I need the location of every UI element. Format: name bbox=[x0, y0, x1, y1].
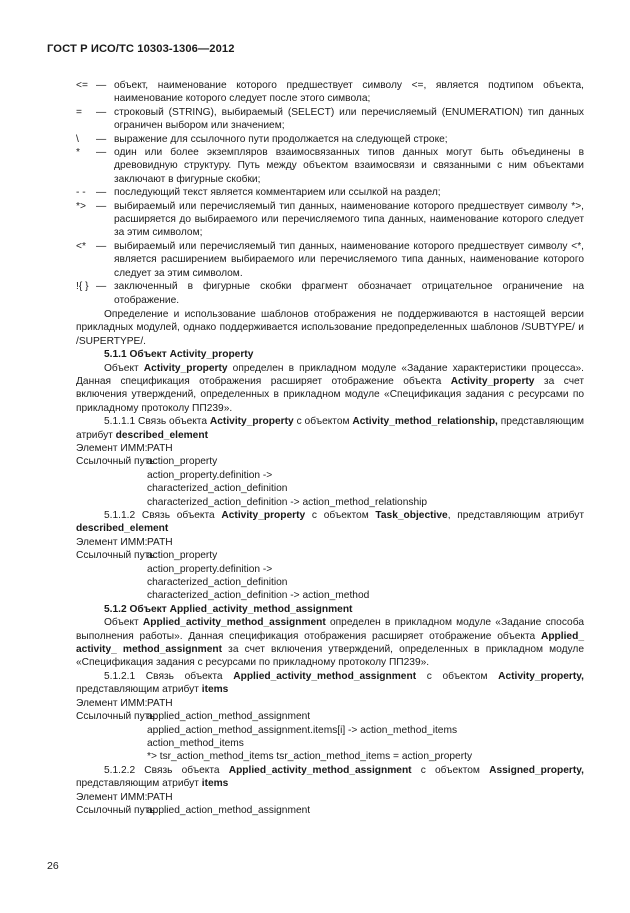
text-run: Объект bbox=[104, 617, 143, 629]
text-run: с объектом bbox=[416, 670, 499, 682]
text-run: с объектом bbox=[293, 416, 353, 428]
text-run: с объектом bbox=[411, 764, 490, 776]
text-run: представляющим атрибут bbox=[76, 684, 202, 696]
definition-dash: — bbox=[96, 200, 107, 212]
path-line: action_property.definition -> bbox=[147, 563, 273, 575]
definition-text: выбираемый или перечисляемый тип данных, наименование которого предшествует символу <*, является расширением выбираемого или перечисляемого типа данных, наименование которого следует за этим символом. bbox=[114, 240, 584, 279]
path-line: characterized_action_definition -> action_method_relationship bbox=[147, 496, 428, 508]
definition-text: последующий текст является комментарием или ссылкой на раздел; bbox=[114, 187, 441, 199]
entity-name: Activity_property bbox=[221, 510, 306, 521]
definition-text: один или более экземпляров взаимосвязанных типов данных могут быть объединены в древовидную структуру. Путь между объектом взаимосвязи и связанными с ним объектами заключают в фигурные скобки; bbox=[114, 147, 584, 185]
text-run: 5.1.1.2 Связь объекта bbox=[104, 510, 222, 521]
definition-text: заключенный в фигурные скобки фрагмент обозначает отрицательное ограничение на отображение. bbox=[114, 281, 584, 306]
definition-item bbox=[76, 106, 584, 133]
entity-name: Applied_activity_method_assignment bbox=[233, 670, 417, 682]
text-run: 5.1.2.2 Связь объекта bbox=[104, 764, 229, 776]
subsection-5-1-1-1 bbox=[76, 415, 584, 442]
path-line: characterized_action_definition bbox=[147, 483, 288, 495]
entity-name: Activity_method_relationship, bbox=[352, 416, 498, 428]
definition-dash: — bbox=[96, 80, 107, 91]
entity-name: Activity_property, bbox=[498, 670, 584, 682]
path-line: applied_action_method_assignment bbox=[147, 711, 311, 723]
definition-text: строковый (STRING), выбираемый (SELECT) или перечисляемый (ENUMERATION) тип данных ограничен выбором или значением; bbox=[114, 106, 584, 132]
path-line: characterized_action_definition -> action_method bbox=[147, 590, 370, 602]
definition-dash: — bbox=[96, 240, 107, 252]
section-heading-5-1-1: 5.1.1 Объект Activity_property bbox=[104, 349, 254, 361]
mim-element-label: Элемент ИММ: bbox=[76, 791, 148, 803]
path-line: action_property.definition -> bbox=[147, 469, 273, 481]
mim-element-value: PATH bbox=[147, 536, 173, 548]
entity-name: Applied_activity_method_assignment bbox=[142, 617, 326, 629]
reference-path-row bbox=[76, 549, 584, 562]
attribute-name: described_element bbox=[76, 523, 169, 535]
text-run: 5.1.1.1 Связь объекта bbox=[104, 416, 210, 428]
attribute-name: described_element bbox=[115, 429, 208, 441]
reference-path-row bbox=[76, 710, 584, 723]
mim-element-label: Элемент ИММ: bbox=[76, 442, 148, 454]
mim-element-row bbox=[76, 442, 584, 455]
definition-dash: — bbox=[96, 281, 107, 293]
definition-symbol: !{ } bbox=[76, 281, 89, 293]
intro-paragraph: Определение и использование шаблонов отображения не поддерживаются в настоящей версии прикладных модулей, однако поддерживается использование предопределенных шаблонов /SUBTYPE/ и /SUPERTYPE/. bbox=[76, 308, 584, 347]
text-run: за счет включения утверждений, определенных в прикладном модуле «Спецификация задания с ресурсами по прикладному протоколу ПП239». bbox=[76, 375, 584, 414]
definition-symbol: * bbox=[76, 147, 80, 159]
definition-dash: — bbox=[96, 147, 107, 159]
section-paragraph bbox=[76, 616, 584, 670]
mim-element-row bbox=[76, 791, 584, 804]
mim-element-row bbox=[76, 536, 584, 549]
attribute-name: items bbox=[201, 684, 229, 696]
mim-element-label: Элемент ИММ: bbox=[76, 536, 148, 548]
definition-item bbox=[76, 79, 584, 106]
entity-name: Assigned_property, bbox=[489, 764, 585, 776]
entity-name: Applied_activity_method_assignment bbox=[228, 764, 412, 776]
definition-text: выбираемый или перечисляемый тип данных, наименование которого предшествует символу *>, расширяется до выбираемого или перечисляемого типа данных, наименование которого следует за этим символом; bbox=[114, 200, 584, 239]
definition-dash: — bbox=[96, 106, 107, 118]
mim-element-value: PATH bbox=[147, 442, 173, 454]
definition-symbol: <* bbox=[76, 240, 86, 252]
path-line: action_method_items bbox=[147, 737, 244, 749]
section-heading-5-1-2: 5.1.2 Объект Applied_activity_method_assignment bbox=[104, 603, 353, 615]
reference-path-label: Ссылочный путь: bbox=[76, 711, 158, 723]
definition-dash: — bbox=[96, 187, 107, 199]
text-run: 5.1.2.1 Связь объекта bbox=[104, 670, 234, 682]
reference-path-label: Ссылочный путь: bbox=[76, 456, 158, 468]
definition-symbol: - - bbox=[76, 187, 86, 199]
page-number: 26 bbox=[47, 860, 59, 872]
definition-item bbox=[76, 186, 584, 199]
entity-name: Activity_property bbox=[209, 416, 294, 428]
text-run: определен в прикладном модуле «Задание способа выполнения работы». Данная спецификация отображения расширяет отображение объекта bbox=[76, 617, 584, 642]
entity-name: Task_objective bbox=[375, 510, 448, 521]
reference-path-label: Ссылочный путь: bbox=[76, 550, 158, 562]
entity-name: Activity_property bbox=[450, 375, 535, 387]
reference-path-row bbox=[76, 804, 584, 817]
definition-symbol: \ bbox=[76, 133, 79, 145]
reference-path-label: Ссылочный путь: bbox=[76, 804, 158, 816]
subsection-5-1-2-2 bbox=[76, 764, 584, 791]
entity-name: Applied_ activity_ method_assignment bbox=[76, 630, 584, 656]
definition-symbol: *> bbox=[76, 200, 86, 212]
symbol-definitions bbox=[76, 79, 584, 307]
definition-item bbox=[76, 240, 584, 280]
text-run: с объектом bbox=[305, 510, 376, 521]
path-line: applied_action_method_assignment.items[i] -> action_method_items bbox=[147, 724, 458, 736]
text-run: за счет включения утверждений, определенных в прикладном модуле «Спецификация задания с ресурсами по прикладному протоколу ПП239». bbox=[76, 644, 585, 669]
running-header: ГОСТ Р ИСО/ТС 10303-1306—2012 bbox=[47, 43, 235, 55]
mim-element-label: Элемент ИММ: bbox=[76, 697, 148, 709]
text-run: , представляющим атрибут bbox=[447, 510, 585, 521]
path-line: applied_action_method_assignment bbox=[147, 804, 311, 816]
subsection-5-1-2-1 bbox=[76, 670, 584, 697]
subsection-5-1-1-2 bbox=[76, 509, 584, 536]
text-run: представляющим атрибут bbox=[76, 778, 202, 790]
page-content bbox=[76, 79, 584, 817]
definition-item bbox=[76, 280, 584, 307]
entity-name: Activity_property bbox=[143, 362, 228, 374]
section-paragraph bbox=[76, 362, 584, 416]
text-run: определен в прикладном модуле «Задание характеристики процесса». Данная спецификация отображения расширяет отображение объекта bbox=[76, 362, 584, 387]
mim-element-value: PATH bbox=[147, 697, 173, 709]
path-line: *> tsr_action_method_items tsr_action_method_items = action_property bbox=[147, 751, 473, 763]
definition-item bbox=[76, 146, 584, 186]
definition-symbol: = bbox=[76, 106, 82, 118]
path-line: characterized_action_definition bbox=[147, 577, 288, 589]
mim-element-value: PATH bbox=[147, 791, 173, 803]
definition-text: выражение для ссылочного пути продолжается на следующей строке; bbox=[114, 133, 448, 145]
definition-dash: — bbox=[96, 133, 107, 145]
path-line: action_property bbox=[147, 550, 218, 562]
path-line: action_property bbox=[147, 456, 218, 468]
mim-element-row bbox=[76, 697, 584, 710]
reference-path-row bbox=[76, 455, 584, 468]
definition-symbol: <= bbox=[76, 80, 88, 91]
definition-item bbox=[76, 200, 584, 240]
text-run: представляющим атрибут bbox=[76, 416, 584, 441]
attribute-name: items bbox=[201, 778, 229, 790]
definition-text: объект, наименование которого предшествует символу <=, является подтипом объекта, наименование которого следует после этого символа; bbox=[114, 80, 584, 105]
definition-item bbox=[76, 133, 584, 146]
text-run: Объект bbox=[104, 362, 144, 374]
